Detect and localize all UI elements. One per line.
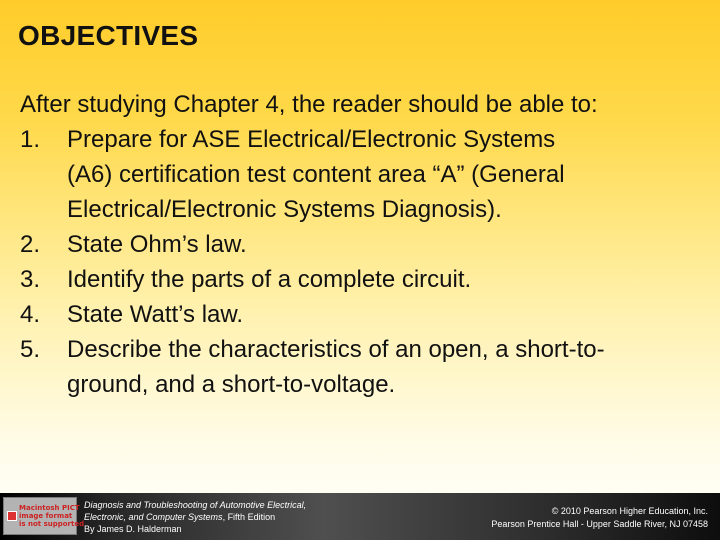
objective-line: State Watt’s law. xyxy=(67,301,244,328)
objective-number: 2. xyxy=(20,231,41,258)
missing-picture-text: Macintosh PICT image format is not supported xyxy=(19,504,85,528)
objective-number: 5. xyxy=(20,336,41,363)
objective-number: 3. xyxy=(20,266,41,293)
book-title-line1: Diagnosis and Troubleshooting of Automotive Electrical, xyxy=(84,500,307,510)
objective-line: Prepare for ASE Electrical/Electronic Systems xyxy=(67,126,556,153)
objective-item xyxy=(20,227,710,262)
objective-line: ground, and a short-to-voltage. xyxy=(67,371,396,398)
objective-line: Electrical/Electronic Systems Diagnosis). xyxy=(67,196,502,223)
objective-line: Identify the parts of a complete circuit. xyxy=(67,266,472,293)
objective-line: Describe the characteristics of an open, a short-to- xyxy=(67,336,605,363)
copyright-notice xyxy=(491,505,708,531)
objective-line: (A6) certification test content area “A” (General xyxy=(67,161,565,188)
objectives-list xyxy=(20,122,710,402)
copyright-line2: Pearson Prentice Hall - Upper Saddle River, NJ 07458 xyxy=(491,519,708,529)
intro-text: After studying Chapter 4, the reader should be able to: xyxy=(20,91,598,118)
book-author: By James D. Halderman xyxy=(84,524,182,534)
objective-number: 4. xyxy=(20,301,41,328)
slide-title: OBJECTIVES xyxy=(18,20,199,51)
objective-item xyxy=(20,262,710,297)
objective-item xyxy=(20,332,710,402)
book-credit xyxy=(84,499,306,535)
missing-picture-placeholder xyxy=(3,497,85,535)
objective-item xyxy=(20,122,710,227)
objective-number: 1. xyxy=(20,126,41,153)
book-title-line2: Electronic, and Computer Systems, Fifth Edition xyxy=(84,512,276,522)
slide-body xyxy=(20,87,710,402)
footer-bar xyxy=(0,493,720,540)
objective-line: State Ohm’s law. xyxy=(67,231,247,258)
objective-item xyxy=(20,297,710,332)
broken-image-icon xyxy=(7,511,17,521)
copyright-line1: © 2010 Pearson Higher Education, Inc. xyxy=(551,506,708,516)
